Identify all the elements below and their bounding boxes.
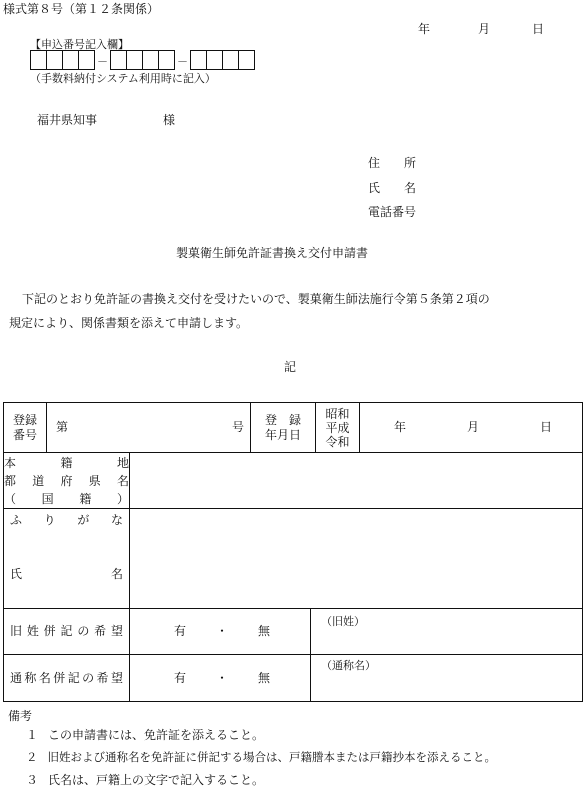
note-item: ３ 氏名は、戸籍上の文字で記入すること。	[26, 773, 265, 787]
kyusei-mu[interactable]: 無	[257, 624, 270, 639]
app-number-cell[interactable]	[206, 50, 223, 70]
tsusho-mu[interactable]: 無	[257, 670, 270, 685]
app-number-separator: －	[177, 55, 188, 68]
tsusho-label: 通 称 名 併 記 の 希 望	[10, 670, 123, 685]
kyusei-label: 旧 姓 併 記 の 希 望	[10, 624, 123, 639]
honseki-field[interactable]	[130, 453, 583, 509]
era-showa: 昭和	[325, 406, 350, 421]
name-label-cell	[4, 509, 130, 609]
applicant-phone-label: 電話番号	[368, 205, 417, 219]
reg-number-field[interactable]	[47, 403, 251, 453]
app-number-cell[interactable]	[126, 50, 143, 70]
reg-number-go: 号	[231, 420, 244, 435]
reg-number-label-2: 番号	[12, 427, 37, 442]
form-number: 様式第８号（第１２条関係）	[3, 2, 160, 16]
kyusei-choice[interactable]: 有 ・ 無	[130, 609, 311, 655]
era-cell[interactable]	[316, 403, 360, 453]
reg-number-dai: 第	[56, 420, 69, 435]
applicant-name-label: 氏 名	[368, 181, 417, 195]
reg-number-label-1: 登録	[12, 413, 37, 428]
honseki-line3: （ 国 籍 ）	[4, 491, 129, 506]
app-number-cell[interactable]	[222, 50, 239, 70]
tsusho-label-cell	[4, 655, 130, 702]
honseki-line2: 都 道 府 県 名	[4, 473, 129, 488]
application-table	[3, 402, 583, 702]
note-item: １ この申請書には、免許証を添えること。	[26, 728, 265, 742]
era-reiwa: 令和	[325, 434, 350, 449]
app-number-cell[interactable]	[238, 50, 255, 70]
name-field[interactable]	[130, 509, 583, 609]
page-title: 製菓衛生師免許証書換え交付申請書	[176, 246, 369, 260]
kyusei-field[interactable]	[311, 609, 583, 655]
era-heisei: 平成	[325, 420, 350, 435]
app-number-cell[interactable]	[46, 50, 63, 70]
application-number-note: （手数料納付システム利用時に記入）	[30, 72, 216, 85]
kyusei-note: （旧姓）	[321, 615, 365, 628]
app-number-cell[interactable]	[142, 50, 159, 70]
reg-date-year: 年	[394, 420, 407, 435]
applicant-address-label: 住 所	[368, 156, 417, 170]
app-number-cell[interactable]	[30, 50, 47, 70]
note-item: ２ 旧姓および通称名を免許証に併記する場合は、戸籍謄本または戸籍抄本を添えること。	[26, 750, 496, 764]
addressee-governor: 福井県知事	[37, 113, 98, 127]
tsusho-field[interactable]	[311, 655, 583, 702]
kyusei-label-cell	[4, 609, 130, 655]
date-month-label: 月	[478, 22, 491, 36]
honseki-label-cell	[4, 453, 130, 509]
date-day-label: 日	[532, 22, 545, 36]
app-number-cell[interactable]	[62, 50, 79, 70]
app-number-cell[interactable]	[110, 50, 127, 70]
furigana-label: ふ り が な	[10, 513, 123, 527]
reg-date-month: 月	[467, 420, 480, 435]
tsusho-choice[interactable]: 有 ・ 無	[130, 655, 311, 702]
notes-heading: 備考	[8, 709, 33, 723]
reg-date-field[interactable]	[360, 403, 583, 453]
honseki-line1: 本 籍 地	[4, 455, 129, 470]
reg-date-day: 日	[540, 420, 553, 435]
shimei-label: 氏 名	[10, 566, 123, 581]
ki-heading: 記	[284, 360, 297, 374]
kyusei-yu[interactable]: 有	[174, 624, 187, 639]
app-number-cell[interactable]	[78, 50, 95, 70]
reg-date-label-1: 登 録	[265, 413, 302, 428]
application-number-label: 【申込番号記入欄】	[30, 38, 129, 51]
tsusho-yu[interactable]: 有	[174, 670, 187, 685]
app-number-cell[interactable]	[190, 50, 207, 70]
reg-date-label-cell	[251, 403, 316, 453]
body-text-line2: 規定により、関係書類を添えて申請します。	[9, 316, 249, 330]
body-text-line1: 下記のとおり免許証の書換え交付を受けたいので、製菓衛生師法施行令第５条第２項の	[22, 292, 490, 306]
app-number-cell[interactable]	[158, 50, 175, 70]
tsusho-note: （通称名）	[321, 659, 376, 672]
reg-number-label-cell	[4, 403, 47, 453]
date-year-label: 年	[418, 22, 431, 36]
app-number-separator: －	[97, 55, 108, 68]
reg-date-label-2: 年月日	[265, 427, 302, 442]
addressee-sama: 様	[163, 113, 176, 127]
